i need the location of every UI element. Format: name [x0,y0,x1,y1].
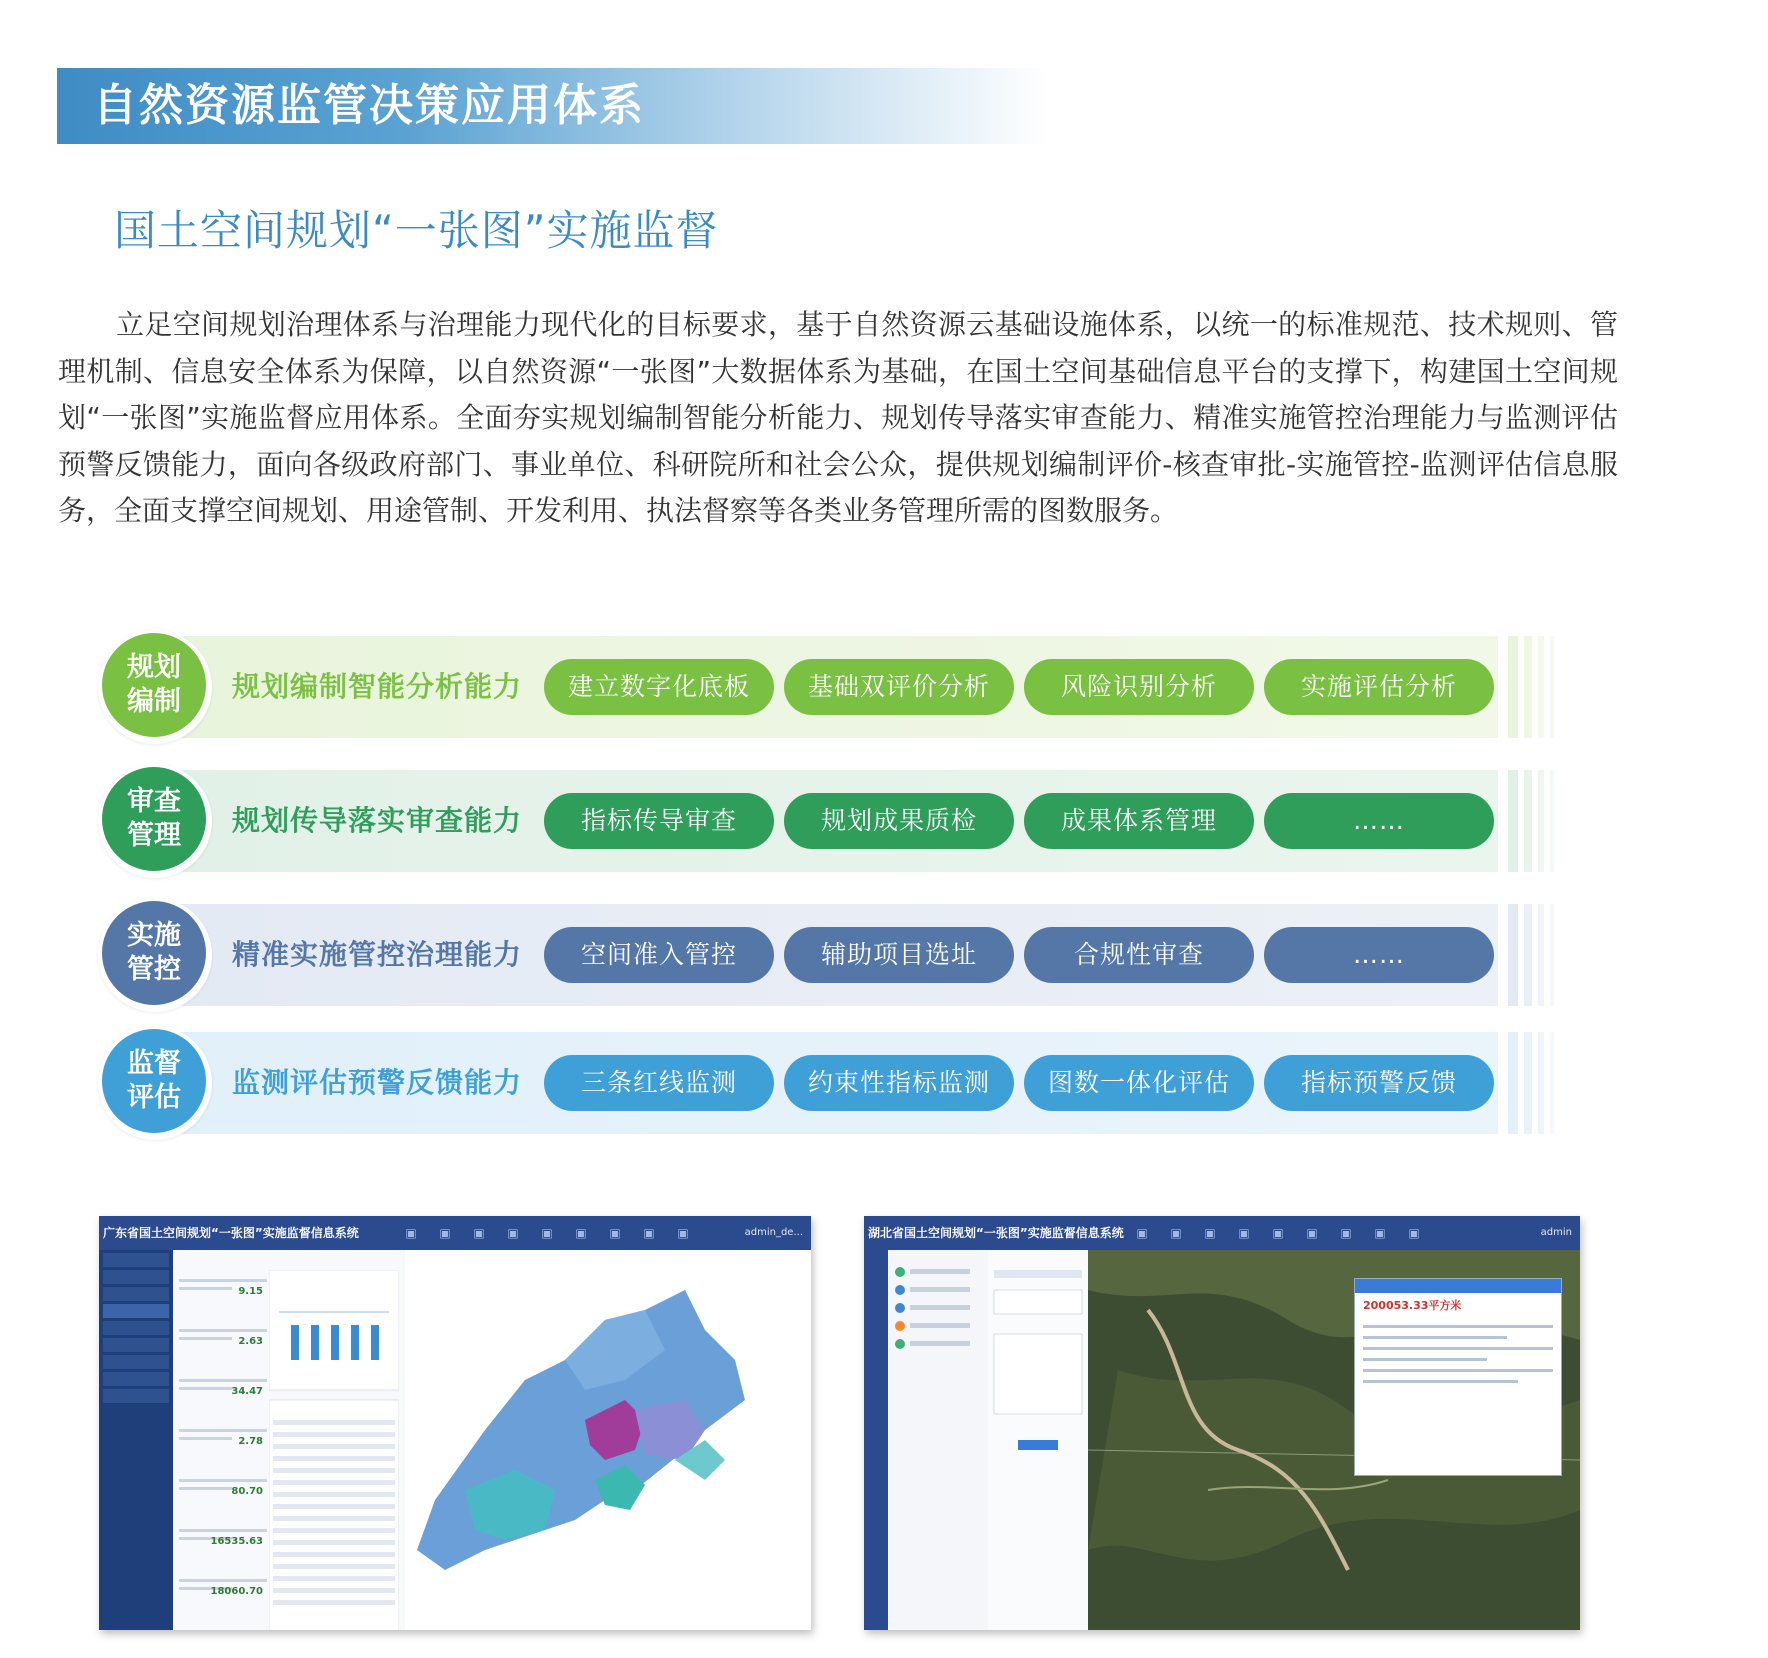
sidebar-item-active[interactable] [103,1304,169,1318]
page-title: 自然资源监管决策应用体系 [93,80,645,131]
app-navbar [864,1216,1580,1250]
row-stripes [1508,904,1568,1006]
badge-line: 审查 [127,786,181,817]
nav-module-icon[interactable]: ▣ [575,1226,587,1240]
nav-module-icon[interactable]: ▣ [1340,1226,1352,1240]
row-badge-circle [102,901,206,1005]
row-badge-circle [102,1029,206,1133]
nav-module-icon[interactable]: ▣ [609,1226,621,1240]
popup-line [1363,1336,1507,1339]
app-title: 广东省国土空间规划“一张图”实施监督信息系统 [103,1226,359,1240]
pill-item: 图数一体化评估 [1024,1055,1254,1111]
row-badge [98,898,212,1012]
sidebar-item[interactable] [103,1355,169,1369]
capability-row-review [98,766,1568,876]
nav-module-icon[interactable]: ▣ [541,1226,553,1240]
indicator-value: 9.15 [238,1286,263,1297]
indicator-value: 80.70 [231,1486,263,1497]
indicator-card [179,1324,267,1368]
analysis-panel [988,1250,1089,1630]
indicator-card [179,1574,267,1618]
pill-item: 约束性指标监测 [784,1055,1014,1111]
popup-line [1363,1369,1553,1372]
title-banner [57,68,1047,144]
pill-group [544,659,1494,715]
indicator-card [179,1424,267,1468]
capability-diagram [98,632,1568,1132]
capability-label: 监测评估预警反馈能力 [232,1066,523,1099]
capability-row-monitoring [98,1028,1568,1138]
pill-item: 风险识别分析 [1024,659,1254,715]
pill-item: 建立数字化底板 [544,659,774,715]
nav-icon-group [1130,1221,1426,1245]
popup-line [1363,1347,1553,1350]
indicator-value: 18060.70 [210,1586,263,1597]
popup-line [1363,1358,1487,1361]
pill-group [544,793,1494,849]
stats-graphic [269,1270,399,1630]
pill-item: 三条红线监测 [544,1055,774,1111]
screenshot-hubei-system [864,1216,1580,1630]
badge-line: 管理 [127,820,181,851]
badge-line: 编制 [127,686,181,717]
indicator-panel [173,1250,405,1630]
query-result-popup[interactable] [1354,1278,1562,1476]
pill-group [544,927,1494,983]
sidebar-item[interactable] [103,1253,169,1267]
sidebar-item[interactable] [103,1287,169,1301]
pill-item: 规划成果质检 [784,793,1014,849]
stats-area [269,1270,399,1620]
app-navbar [99,1216,811,1250]
user-menu[interactable]: admin [1540,1227,1572,1238]
nav-module-icon[interactable]: ▣ [1136,1226,1148,1240]
indicator-value: 34.47 [231,1386,263,1397]
pill-item: …… [1264,793,1494,849]
indicator-card [179,1524,267,1568]
badge-line: 监督 [127,1048,181,1079]
nav-module-icon[interactable]: ▣ [1204,1226,1216,1240]
row-stripes [1508,770,1568,872]
sidebar-item[interactable] [103,1338,169,1352]
capability-label: 规划编制智能分析能力 [232,670,523,703]
sidebar-item[interactable] [103,1389,169,1403]
indicator-card [179,1374,267,1418]
row-badge [98,1026,212,1140]
intro-paragraph: 立足空间规划治理体系与治理能力现代化的目标要求，基于自然资源云基础设施体系，以统一的标准规范、技术规则、管理机制、信息安全体系为保障，以自然资源“一张图”大数据体系为基础，在国土空间基础信息平台的支撑下，构建国土空间规划“一张图”实施监督应用体系。全面夯实规划编制智能分析能力、规划传导落实审查能力、精准实施管控治理能力与监测评估预警反馈能力，面向各级政府部门、事业单位、科研院所和社会公众，提供规划编制评价-核查审批-实施管控-监测评估信息服务，全面支撑空间规划、用途管制、开发利用、执法督察等各类业务管理所需的图数服务。 [58,308,1618,527]
pill-item: 基础双评价分析 [784,659,1014,715]
pill-item: 成果体系管理 [1024,793,1254,849]
pill-item: 辅助项目选址 [784,927,1014,983]
capability-label: 规划传导落实审查能力 [232,804,523,837]
indicator-value: 16535.63 [210,1536,263,1547]
nav-module-icon[interactable]: ▣ [643,1226,655,1240]
nav-module-icon[interactable]: ▣ [1170,1226,1182,1240]
layer-list-graphic [888,1250,988,1630]
capability-label: 精准实施管控治理能力 [232,938,523,971]
badge-line: 管控 [127,954,181,985]
row-badge-circle [102,767,206,871]
nav-module-icon[interactable]: ▣ [1272,1226,1284,1240]
popup-line [1363,1325,1553,1328]
analysis-form-graphic [988,1250,1088,1630]
badge-line: 评估 [127,1082,181,1113]
layer-panel [888,1250,989,1630]
sidebar-item[interactable] [103,1270,169,1284]
pill-item: 合规性审查 [1024,927,1254,983]
sidebar [864,1250,888,1630]
indicator-card [179,1274,267,1318]
nav-module-icon[interactable]: ▣ [1306,1226,1318,1240]
row-badge [98,764,212,878]
nav-module-icon[interactable]: ▣ [1408,1226,1420,1240]
nav-module-icon[interactable]: ▣ [677,1226,689,1240]
row-badge-circle [102,633,206,737]
popup-area-value: 200053.33平方米 [1363,1299,1462,1312]
badge-line: 实施 [127,920,181,951]
screenshot-guangdong-system [99,1216,811,1630]
nav-icon-group [399,1221,695,1245]
province-map[interactable] [405,1250,811,1630]
indicator-value: 2.78 [238,1436,263,1447]
app-title: 湖北省国土空间规划“一张图”实施监督信息系统 [868,1226,1124,1240]
nav-module-icon[interactable]: ▣ [439,1226,451,1240]
nav-module-icon[interactable]: ▣ [1374,1226,1386,1240]
pill-item: 指标预警反馈 [1264,1055,1494,1111]
indicator-value: 2.63 [238,1336,263,1347]
pill-item: 指标传导审查 [544,793,774,849]
nav-module-icon[interactable]: ▣ [405,1226,417,1240]
row-stripes [1508,636,1568,738]
user-menu[interactable]: admin_de... [744,1227,803,1238]
popup-line [1363,1380,1518,1383]
capability-row-control [98,900,1568,1010]
badge-line: 规划 [127,652,181,683]
row-badge [98,630,212,744]
popup-header [1355,1279,1561,1293]
nav-module-icon[interactable]: ▣ [507,1226,519,1240]
section-subtitle: 国土空间规划“一张图”实施监督 [114,206,719,255]
sidebar [99,1250,173,1630]
nav-module-icon[interactable]: ▣ [1238,1226,1250,1240]
nav-module-icon[interactable]: ▣ [473,1226,485,1240]
sidebar-item[interactable] [103,1321,169,1335]
pill-item: …… [1264,927,1494,983]
map-graphic[interactable] [405,1250,811,1630]
capability-row-planning [98,632,1568,742]
pill-item: 空间准入管控 [544,927,774,983]
row-stripes [1508,1032,1568,1134]
sidebar-item[interactable] [103,1372,169,1386]
pill-group [544,1055,1494,1111]
pill-item: 实施评估分析 [1264,659,1494,715]
indicator-card [179,1474,267,1518]
